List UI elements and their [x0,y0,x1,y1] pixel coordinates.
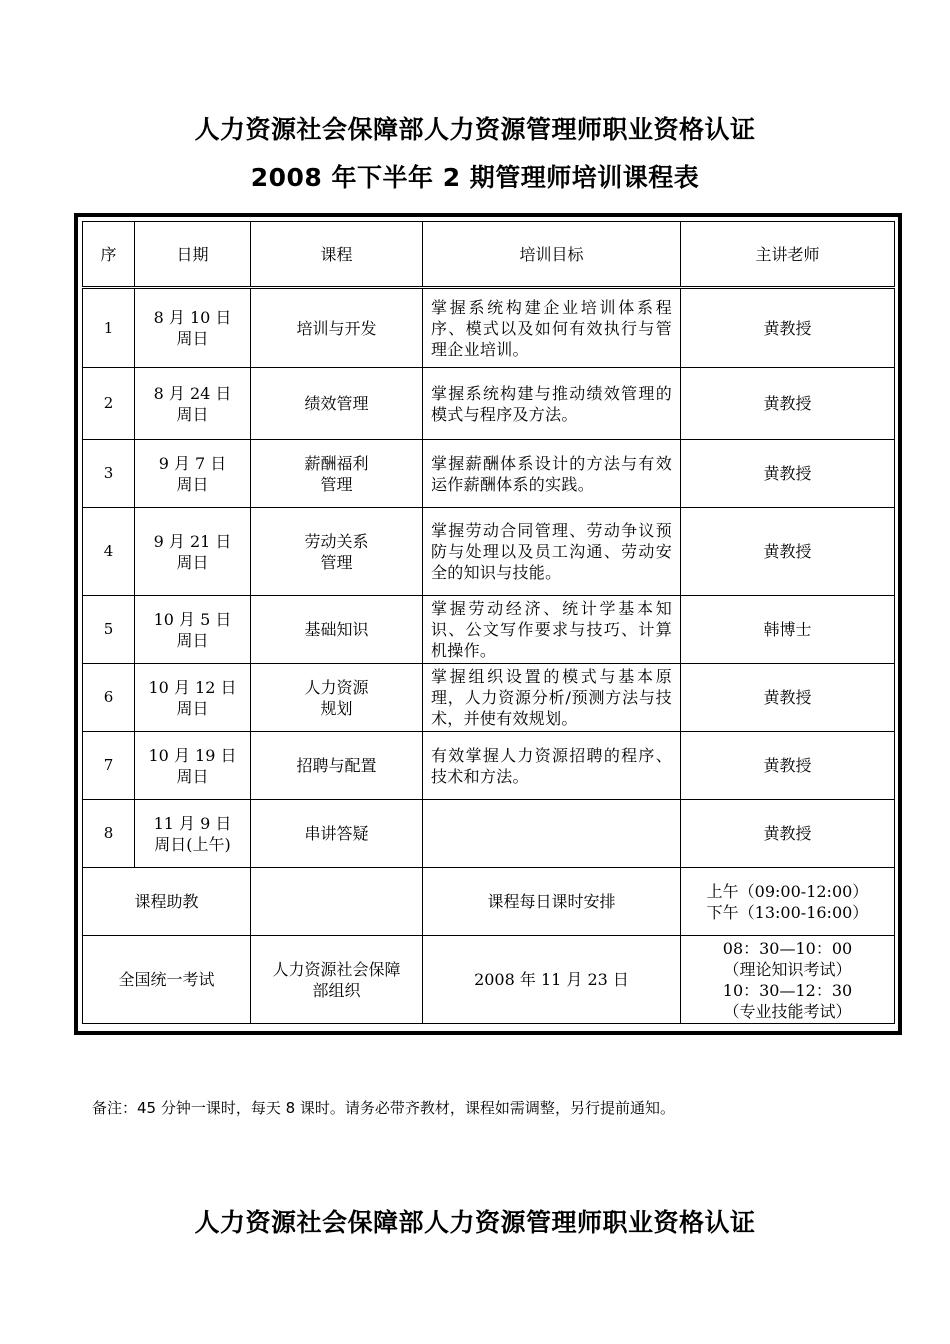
daily-schedule-times [681,868,895,936]
row-course [251,440,423,508]
row-date-weekday: 周日 [176,474,209,494]
row-date-day: 10 月 12 日 [148,677,237,697]
row-teacher: 黄教授 [681,440,895,508]
row-goal: 掌握组织设置的模式与基本原理，人力资源分析/预测方法与技术，并使有效规划。 [423,664,681,732]
row-date-weekday: 周日 [176,404,209,424]
header-teacher: 主讲老师 [681,222,895,288]
row-goal [423,800,681,868]
exam-row [83,936,895,1024]
row-date [135,440,251,508]
row-teacher: 黄教授 [681,288,895,368]
row-course-line1: 劳动关系 [304,531,369,551]
row-teacher: 黄教授 [681,368,895,440]
row-seq: 3 [83,440,135,508]
row-date-weekday: 周日 [176,552,209,572]
row-date [135,732,251,800]
row-seq: 8 [83,800,135,868]
exam-time-2: 10：30—12：30 [722,980,853,1000]
document-title-repeat: 人力资源社会保障部人力资源管理师职业资格认证 [194,1208,756,1237]
assistant-value [251,868,423,936]
table-row [83,664,895,732]
assistant-row [83,868,895,936]
row-teacher: 韩博士 [681,596,895,664]
exam-date: 2008 年 11 月 23 日 [423,936,681,1024]
table-row [83,368,895,440]
exam-times [681,936,895,1024]
row-goal: 掌握劳动合同管理、劳动争议预防与处理以及员工沟通、劳动安全的知识与技能。 [423,508,681,596]
row-date-weekday: 周日 [176,329,209,348]
exam-time-2-note: （专业技能考试） [723,1001,852,1021]
table-row [83,508,895,596]
row-date [135,508,251,596]
row-date [135,288,251,368]
row-date-day: 10 月 5 日 [153,609,232,629]
row-teacher: 黄教授 [681,664,895,732]
table-row [83,440,895,508]
daily-schedule-label: 课程每日课时安排 [423,868,681,936]
row-course-line1: 培训与开发 [296,318,377,338]
row-goal: 掌握劳动经济、统计学基本知识、公文写作要求与技巧、计算机操作。 [423,596,681,664]
exam-time-1: 08：30—10：00 [722,938,853,958]
exam-label: 全国统一考试 [83,936,251,1024]
row-goal: 掌握薪酬体系设计的方法与有效运作薪酬体系的实践。 [423,440,681,508]
row-date-day: 8 月 10 日 [153,308,232,327]
document-title: 人力资源社会保障部人力资源管理师职业资格认证 [194,115,756,144]
row-course-line2: 管理 [320,474,353,494]
row-goal: 掌握系统构建与推动绩效管理的模式与程序及方法。 [423,368,681,440]
exam-organizer-line2: 部组织 [312,980,361,1000]
row-course [251,732,423,800]
row-teacher: 黄教授 [681,732,895,800]
row-date-day: 9 月 21 日 [153,531,232,551]
assistant-label: 课程助教 [83,868,251,936]
row-date [135,664,251,732]
row-course-line1: 薪酬福利 [304,453,369,473]
row-date [135,368,251,440]
row-date [135,800,251,868]
document-subtitle: 2008 年下半年 2 期管理师培训课程表 [250,163,700,192]
row-course [251,596,423,664]
row-seq: 1 [83,288,135,368]
row-course-line1: 串讲答疑 [304,824,369,843]
row-seq: 7 [83,732,135,800]
row-seq: 5 [83,596,135,664]
table-row [83,800,895,868]
row-course [251,368,423,440]
row-date [135,596,251,664]
table-row [83,288,895,368]
row-course-line2: 管理 [320,552,353,572]
header-goal: 培训目标 [423,222,681,288]
row-seq: 6 [83,664,135,732]
row-date-day: 11 月 9 日 [153,813,232,833]
row-seq: 2 [83,368,135,440]
row-course [251,664,423,732]
table-row [83,596,895,664]
row-teacher: 黄教授 [681,508,895,596]
row-course-line1: 人力资源 [304,677,369,697]
row-course [251,800,423,868]
table-row [83,732,895,800]
row-seq: 4 [83,508,135,596]
row-teacher: 黄教授 [681,800,895,868]
row-date-weekday: 周日(上午) [154,834,231,854]
row-goal: 有效掌握人力资源招聘的程序、技术和方法。 [423,732,681,800]
row-date-day: 9 月 7 日 [158,453,227,473]
exam-organizer-line1: 人力资源社会保障 [272,959,401,979]
schedule-table-frame [74,213,902,1035]
exam-time-1-note: （理论知识考试） [723,959,852,979]
row-course-line2: 规划 [320,698,353,718]
row-course-line1: 招聘与配置 [296,756,377,775]
row-date-day: 10 月 19 日 [148,745,237,765]
exam-organizer [251,936,423,1024]
footnote: 备注：45 分钟一课时，每天 8 课时。请务必带齐教材，课程如需调整，另行提前通知。 [92,1099,675,1117]
morning-time: 上午（09:00-12:00） [706,881,869,901]
header-course: 课程 [251,222,423,288]
row-date-weekday: 周日 [176,630,209,650]
row-course-line1: 基础知识 [304,620,369,639]
schedule-table [82,221,895,1024]
row-date-day: 8 月 24 日 [153,383,232,403]
header-date: 日期 [135,222,251,288]
header-seq: 序 [83,222,135,288]
row-course-line1: 绩效管理 [304,394,369,413]
row-date-weekday: 周日 [176,698,209,718]
row-course [251,288,423,368]
afternoon-time: 下午（13:00-16:00） [706,902,869,922]
table-header-row [83,222,895,288]
row-date-weekday: 周日 [176,766,209,786]
row-course [251,508,423,596]
row-goal: 掌握系统构建企业培训体系程序、模式以及如何有效执行与管理企业培训。 [423,288,681,368]
